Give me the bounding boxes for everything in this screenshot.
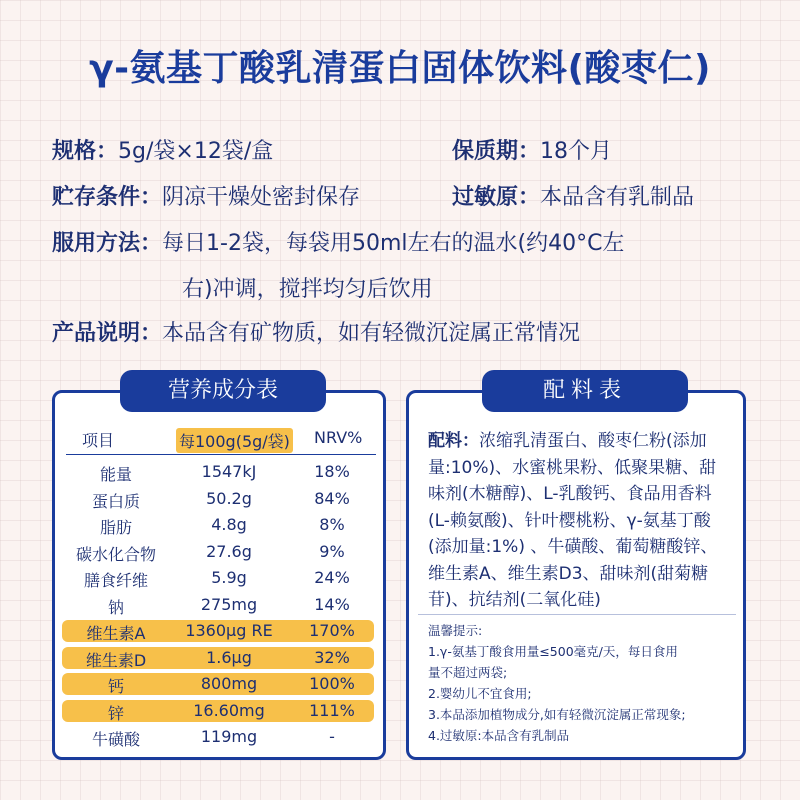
nutrition-col-per100: 每100g(5g/袋)	[176, 428, 293, 453]
description-value: 本品含有矿物质，如有轻微沉淀属正常情况	[162, 321, 581, 346]
storage-value: 阴凉干燥处密封保存	[162, 185, 361, 210]
nutrition-row	[62, 620, 374, 642]
usage-text-1: 每日1-2袋，每袋用50ml左右的温水(约40°C左	[162, 231, 625, 256]
nutrition-row	[62, 726, 374, 748]
nutrient-name: 牛磺酸	[91, 730, 140, 749]
spec-value: 5g/袋×12袋/盒	[118, 139, 274, 164]
spec-line	[52, 134, 273, 165]
nutrient-name: 蛋白质	[91, 491, 140, 511]
nutrition-row	[62, 594, 374, 616]
nutrient-nrv: 32%	[314, 647, 350, 667]
nutrient-nrv: 9%	[319, 541, 345, 561]
nutrient-nrv: 170%	[309, 621, 355, 640]
nutrition-header-divider	[66, 454, 376, 455]
nutrient-value: 1.6µg	[206, 647, 252, 667]
tip-line: 3.本品添加植物成分,如有轻微沉淀属正常现象;	[428, 707, 686, 722]
tip-line: 4.过敏原:本品含有乳制品	[428, 728, 570, 743]
nutrient-nrv: -	[329, 727, 335, 746]
nutrient-nrv: 84%	[314, 488, 350, 508]
nutrient-name: 锌	[107, 703, 124, 723]
nutrient-value: 16.60mg	[193, 700, 265, 720]
nutrient-value: 800mg	[200, 674, 258, 693]
nutrition-row	[62, 647, 374, 669]
nutrient-value: 1547kJ	[201, 462, 257, 481]
nutrient-name: 钠	[107, 597, 124, 617]
description-line	[52, 316, 580, 347]
nutrition-row	[62, 514, 374, 536]
tips-title: 温馨提示:	[428, 623, 483, 638]
usage-line-2: 右)冲调，搅拌均匀后饮用	[182, 277, 433, 302]
nutrition-row	[62, 541, 374, 563]
nutrient-nrv: 8%	[319, 515, 345, 534]
usage-label: 服用方法：	[52, 231, 163, 256]
shelf-life-value: 18个月	[540, 139, 613, 164]
nutrient-nrv: 24%	[314, 568, 350, 587]
nutrition-col-nrv: NRV%	[314, 428, 363, 447]
shelf-life-line	[452, 134, 612, 165]
storage-line	[52, 180, 360, 211]
nutrient-name: 维生素A	[86, 624, 146, 643]
allergen-line	[452, 180, 694, 211]
nutrient-value: 4.8g	[211, 515, 247, 534]
nutrient-name: 膳食纤维	[83, 571, 148, 590]
ingredients-label: 配料：	[428, 431, 479, 451]
ingredients-list: 浓缩乳清蛋白、酸枣仁粉(添加量:10%)、水蜜桃果粉、低聚果糖、甜味剂(木糖醇)、L-乳酸钙、食品用香料(L-赖氨酸)、针叶樱桃粉、γ-氨基丁酸(添加量:1%) 、牛磺酸、葡萄糖酸锌、维生素A、维生素D3、甜味剂(甜菊糖苷)、抗结剂(二氧化硅)	[428, 431, 718, 610]
ingredients-text	[428, 428, 728, 614]
spec-label: 规格：	[52, 139, 119, 164]
nutrition-col-item: 项目	[82, 431, 115, 450]
nutrient-value: 275mg	[200, 594, 258, 614]
nutrient-value: 1360µg RE	[185, 621, 273, 640]
nutrition-row	[62, 567, 374, 589]
nutrient-name: 碳水化合物	[75, 544, 156, 564]
tip-line: 1.γ-氨基丁酸食用量≤500毫克/天，每日食用	[428, 644, 678, 659]
nutrient-nrv: 18%	[314, 462, 350, 481]
allergen-label: 过敏原：	[452, 185, 541, 210]
ingredients-panel-header: 配料表	[482, 370, 688, 412]
storage-label: 贮存条件：	[52, 185, 163, 210]
nutrient-nrv: 14%	[314, 594, 350, 614]
allergen-value: 本品含有乳制品	[540, 185, 695, 210]
nutrient-value: 119mg	[200, 727, 258, 746]
nutrition-row	[62, 461, 374, 483]
nutrient-name: 脂肪	[99, 518, 132, 537]
nutrient-value: 27.6g	[206, 541, 252, 561]
tip-line: 2.婴幼儿不宜食用;	[428, 686, 532, 701]
nutrition-row	[62, 700, 374, 722]
product-title: γ-氨基丁酸乳清蛋白固体饮料(酸枣仁)	[89, 48, 711, 89]
shelf-life-label: 保质期：	[452, 139, 541, 164]
nutrient-nrv: 100%	[309, 674, 355, 693]
nutrient-name: 能量	[99, 465, 132, 484]
nutrient-name: 维生素D	[85, 650, 147, 670]
nutrition-row	[62, 488, 374, 510]
nutrition-row	[62, 673, 374, 695]
nutrition-panel-header: 营养成分表	[120, 370, 326, 412]
nutrient-value: 5.9g	[211, 568, 247, 587]
tip-line: 量不超过两袋;	[428, 665, 508, 680]
nutrient-value: 50.2g	[206, 488, 252, 508]
tips-divider	[418, 614, 736, 615]
nutrient-nrv: 111%	[309, 700, 355, 720]
usage-line	[52, 226, 624, 257]
tips-block	[428, 620, 738, 746]
nutrient-name: 钙	[107, 677, 124, 696]
description-label: 产品说明：	[52, 321, 163, 346]
